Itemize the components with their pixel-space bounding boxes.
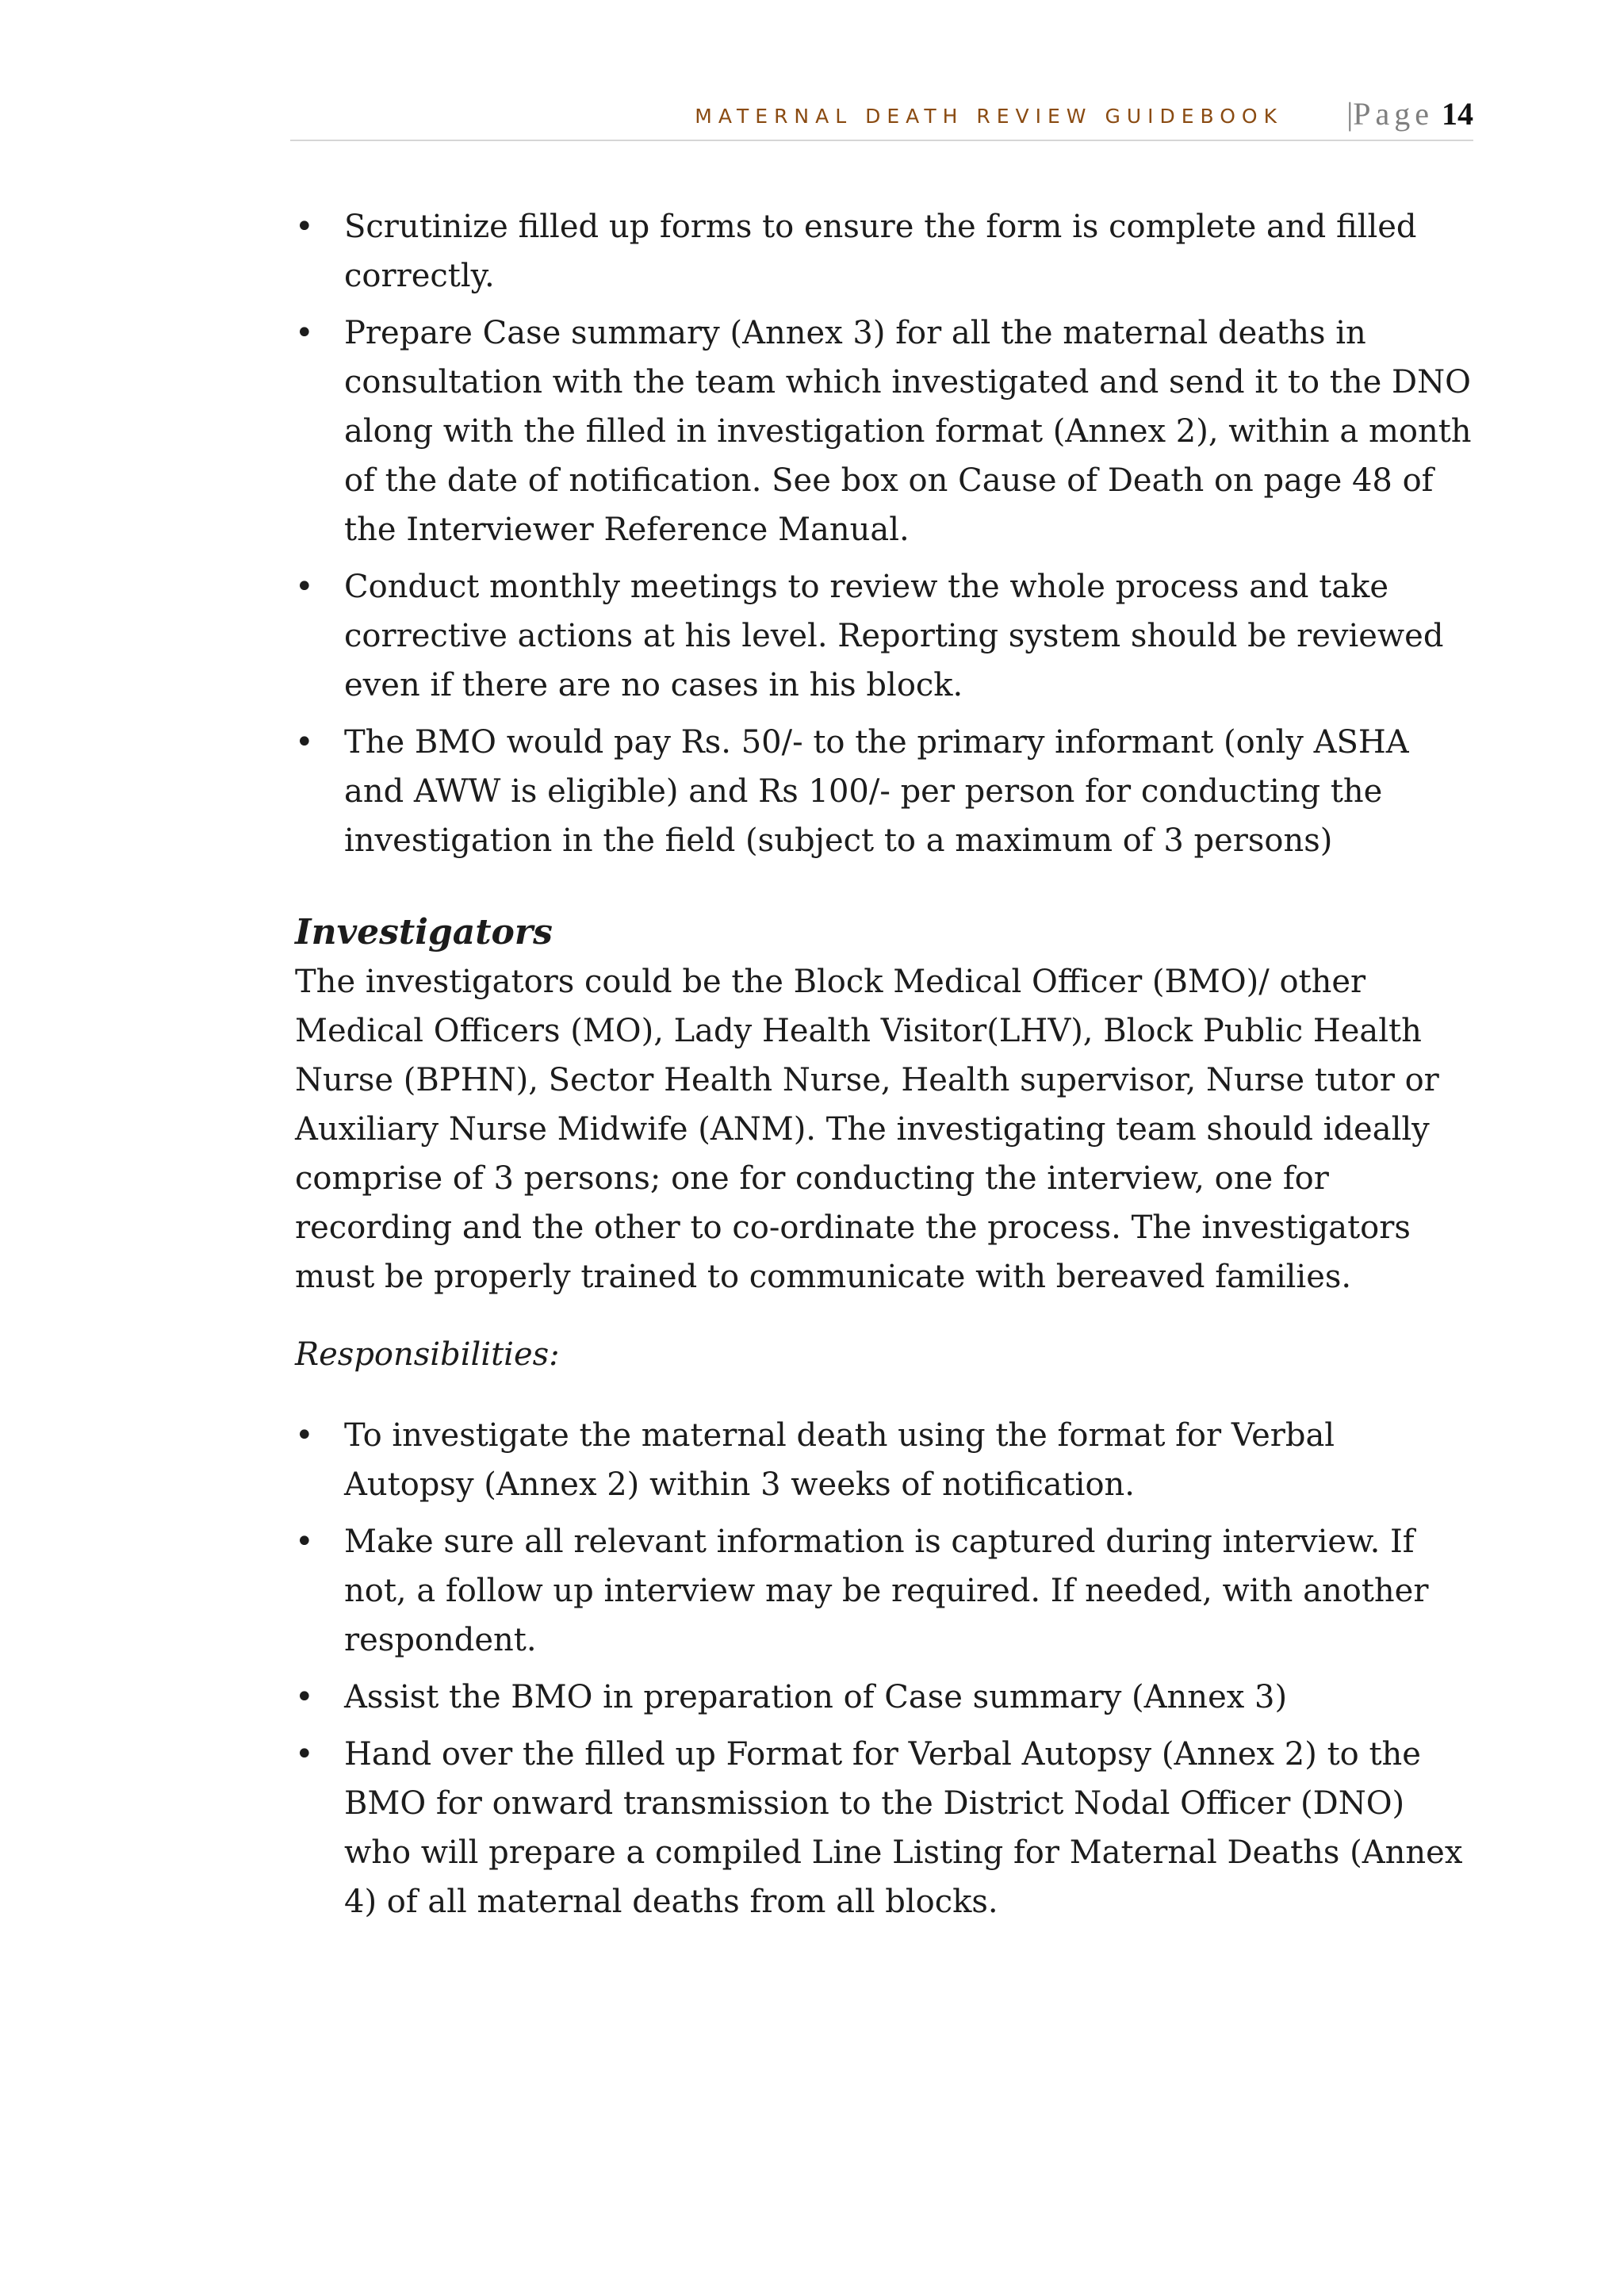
list-item: • Conduct monthly meetings to review the whole process and take corrective actions at his level. Reporting system should be reviewed even if there are no cases in his block. [295,562,1473,710]
page-number-label [1346,95,1473,132]
page-body [295,202,1473,1934]
list-item: • To investigate the maternal death using the format for Verbal Autopsy (Annex 2) within 3 weeks of notification. [295,1411,1473,1509]
page-number: 14 [1442,96,1473,132]
section-heading: Investigators [295,912,553,953]
investigators-paragraph: The investigators could be the Block Medical Officer (BMO)/ other Medical Officers (MO), Lady Health Visitor(LHV), Block Public Health Nurse (BPHN), Sector Health Nurse, Health supervisor, Nurse tutor or Auxiliary Nurse Midwife (ANM). The investigating team should ideally comprise of 3 persons; one for conducting the interview, one for recording and the other to co-ordinate the process. The investigators must be properly trained to communicate with bereaved families. [295,964,1439,1295]
bmo-responsibilities-list [295,202,1473,865]
responsibilities-label: Responsibilities: [295,1336,560,1373]
list-item: • Make sure all relevant information is captured during interview. If not, a follow up interview may be required. If needed, with another respondent. [295,1517,1473,1665]
list-item: • Assist the BMO in preparation of Case summary (Annex 3) [295,1673,1473,1722]
list-item: • The BMO would pay Rs. 50/- to the primary informant (only ASHA and AWW is eligible) and Rs 100/- per person for conducting the investigation in the field (subject to a maximum of 3 persons) [295,718,1473,865]
list-item: • Prepare Case summary (Annex 3) for all the maternal deaths in consultation with the team which investigated and send it to the DNO along with the filled in investigation format (Annex 2), within a month of the date of notification. See box on Cause of Death on page 48 of the Interviewer Reference Manual. [295,309,1473,554]
page-header [290,95,1473,141]
page-word: Page [1353,96,1434,132]
header-separator: | [1346,96,1354,132]
list-item: • Hand over the filled up Format for Verbal Autopsy (Annex 2) to the BMO for onward transmission to the District Nodal Officer (DNO) who will prepare a compiled Line Listing for Maternal Deaths (Annex 4) of all maternal deaths from all blocks. [295,1730,1473,1926]
investigator-responsibilities-list [295,1411,1473,1926]
list-item: • Scrutinize filled up forms to ensure the form is complete and filled correctly. [295,202,1473,301]
document-title: MATERNAL DEATH REVIEW GUIDEBOOK [695,105,1283,128]
